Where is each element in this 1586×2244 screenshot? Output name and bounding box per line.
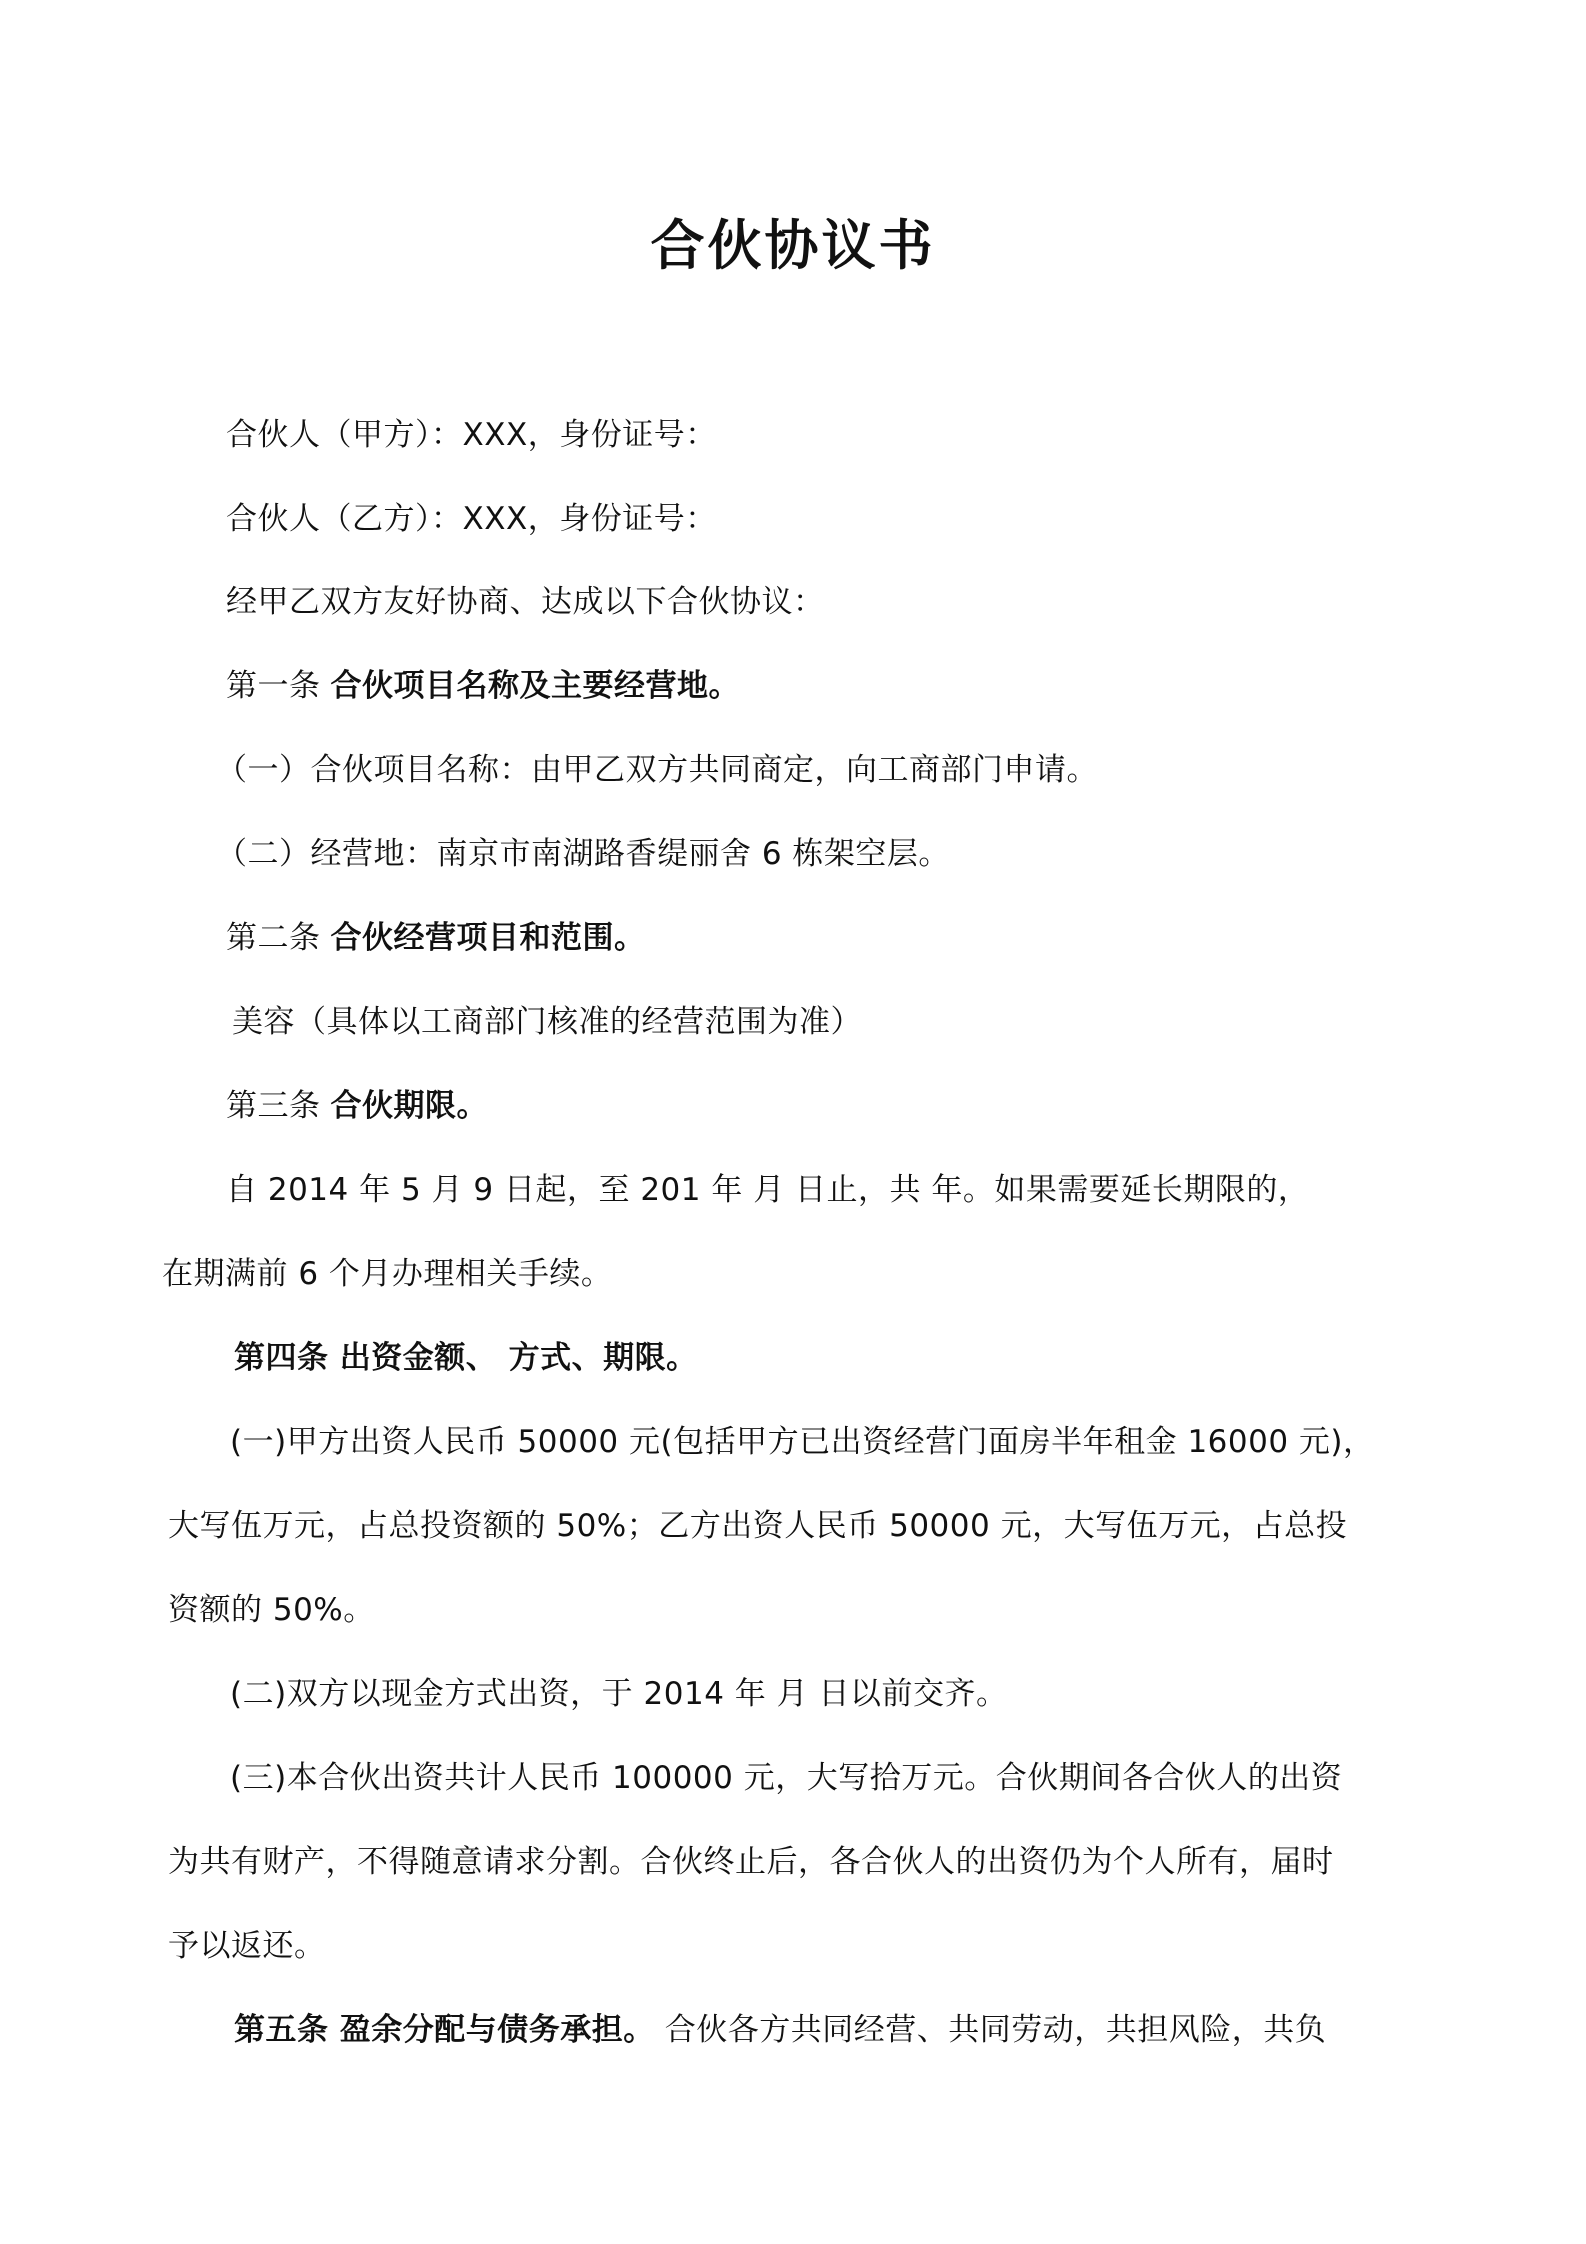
article-1-item-1: （一）合伙项目名称：由甲乙双方共同商定，向工商部门申请。	[216, 752, 1098, 788]
article-2-title: 合伙经营项目和范围。	[330, 920, 646, 956]
article-4-para-3-line-1: (三)本合伙出资共计人民币 100000 元，大写拾万元。合伙期间各合伙人的出资	[230, 1760, 1343, 1796]
article-1-heading	[226, 664, 740, 708]
article-2-heading	[226, 916, 646, 960]
article-4-para-3-line-3: 予以返还。	[168, 1928, 326, 1964]
article-1-title: 合伙项目名称及主要经营地。	[330, 668, 740, 704]
article-1-item-2: （二）经营地：南京市南湖路香缇丽舍 6 栋架空层。	[216, 836, 950, 872]
article-3-body-line-1: 自 2014 年 5 月 9 日起，至 201 年 月 日止，共 年。如果需要延长期限的，	[226, 1172, 1310, 1208]
article-4-heading: 第四条 出资金额、 方式、期限。	[234, 1340, 698, 1376]
article-5-heading: 第五条 盈余分配与债务承担。	[234, 2012, 655, 2048]
article-4-para-1-line-2: 大写伍万元，占总投资额的 50%；乙方出资人民币 50000 元，大写伍万元，占总投	[168, 1508, 1348, 1544]
document-title: 合伙协议书	[650, 214, 936, 277]
article-1-number: 第一条	[226, 668, 321, 704]
article-4-para-3-line-2: 为共有财产，不得随意请求分割。合伙终止后，各合伙人的出资仍为个人所有，届时	[168, 1844, 1334, 1880]
article-2-body: 美容（具体以工商部门核准的经营范围为准）	[232, 1004, 862, 1040]
article-3-number: 第三条	[226, 1088, 321, 1124]
party-a-line: 合伙人（甲方）：XXX，身份证号：	[226, 417, 717, 453]
article-2-number: 第二条	[226, 920, 321, 956]
article-3-title: 合伙期限。	[330, 1088, 488, 1124]
party-b-line: 合伙人（乙方）：XXX，身份证号：	[226, 501, 717, 537]
article-5-line	[234, 2008, 1326, 2052]
article-4-para-1-line-3: 资额的 50%。	[168, 1592, 375, 1628]
article-5-body: 合伙各方共同经营、共同劳动，共担风险，共负	[664, 2012, 1327, 2048]
intro-line: 经甲乙双方友好协商、达成以下合伙协议：	[226, 584, 825, 620]
article-3-heading	[226, 1084, 488, 1128]
article-3-body-line-2: 在期满前 6 个月办理相关手续。	[162, 1256, 613, 1292]
article-4-para-1-line-1: (一)甲方出资人民币 50000 元(包括甲方已出资经营门面房半年租金 16000 元)，	[230, 1424, 1375, 1460]
article-4-para-2: (二)双方以现金方式出资，于 2014 年 月 日以前交齐。	[230, 1676, 1008, 1712]
